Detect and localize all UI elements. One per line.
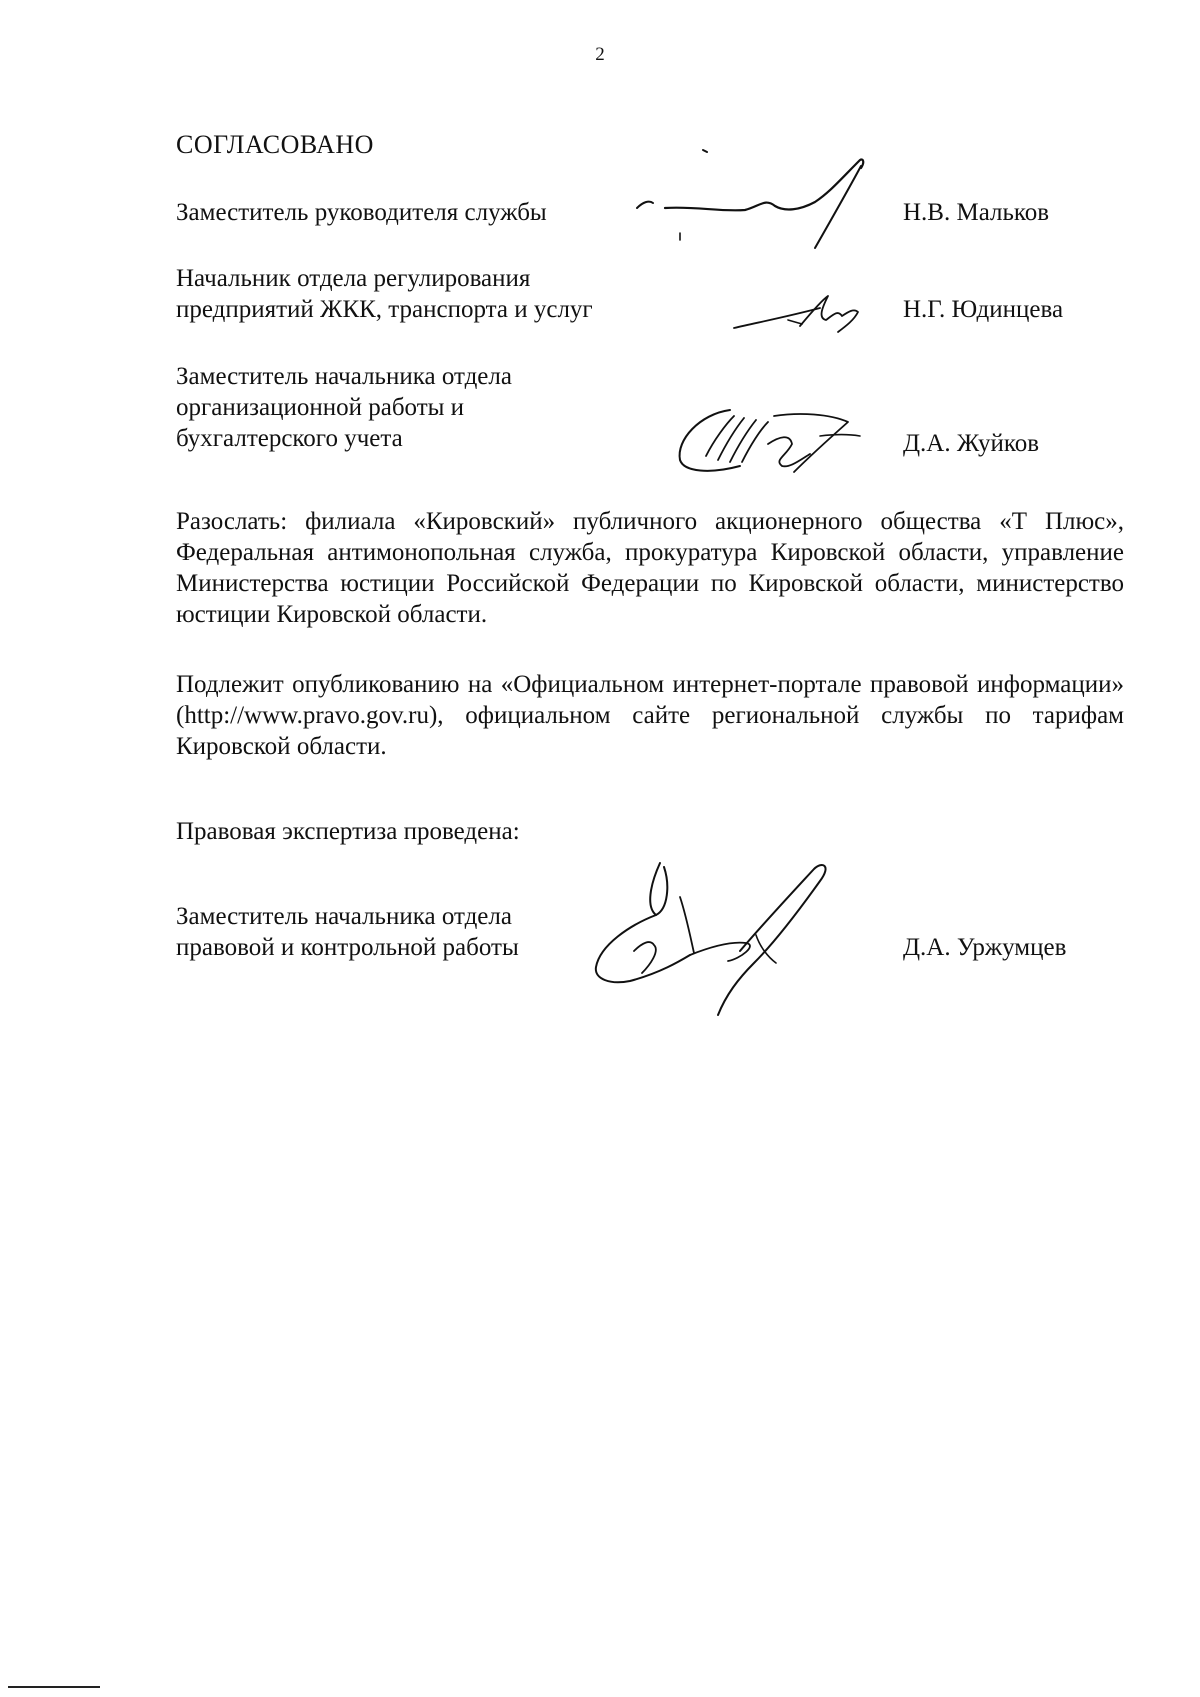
signer-name-malkov: Н.В. Мальков	[903, 199, 1050, 226]
distribution-paragraph: Разослать: филиала «Кировский» публичного акционерного общества «Т Плюс», Федеральная антимонопольная служба, прокуратура Кировской области, управление Министерства юстиции Российской Федерации по Кировской области, министерство юстиции Кировской области.	[176, 508, 1124, 628]
signer-title-zhuykov	[176, 361, 512, 454]
signer-title-line: организационной работы и	[176, 394, 465, 421]
signer-title-line: предприятий ЖКК, транспорта и услуг	[176, 296, 593, 323]
signature-malkov-icon	[625, 140, 885, 260]
signer-title-line: Заместитель начальника отдела	[176, 903, 512, 930]
footer-rule	[8, 1686, 100, 1688]
page-number: 2	[595, 44, 605, 65]
signer-name-yudintseva: Н.Г. Юдинцева	[903, 296, 1064, 323]
signer-title-line: Заместитель руководителя службы	[176, 199, 547, 226]
signer-title-malkov	[176, 197, 547, 228]
signer-title-line: Заместитель начальника отдела	[176, 363, 512, 390]
signer-title-line: правовой и контрольной работы	[176, 934, 519, 961]
signer-title-yudintseva	[176, 263, 593, 325]
approval-heading: СОГЛАСОВАНО	[176, 130, 374, 159]
signature-urzhumtsev-icon	[590, 855, 870, 1020]
signature-yudintseva-icon	[730, 290, 870, 350]
signer-name-zhuykov: Д.А. Жуйков	[903, 430, 1040, 457]
signer-title-line: бухгалтерского учета	[176, 425, 403, 452]
signer-name-urzhumtsev: Д.А. Уржумцев	[903, 934, 1067, 961]
publication-paragraph: Подлежит опубликованию на «Официальном интернет-портале правовой информации» (http://www.pravo.gov.ru), официальном сайте региональной службы по тарифам Кировской области.	[176, 671, 1124, 760]
legal-review-heading: Правовая экспертиза проведена:	[176, 818, 520, 845]
signer-title-line: Начальник отдела регулирования	[176, 265, 531, 292]
signer-title-urzhumtsev	[176, 901, 519, 963]
signature-zhuykov-icon	[670, 400, 900, 480]
